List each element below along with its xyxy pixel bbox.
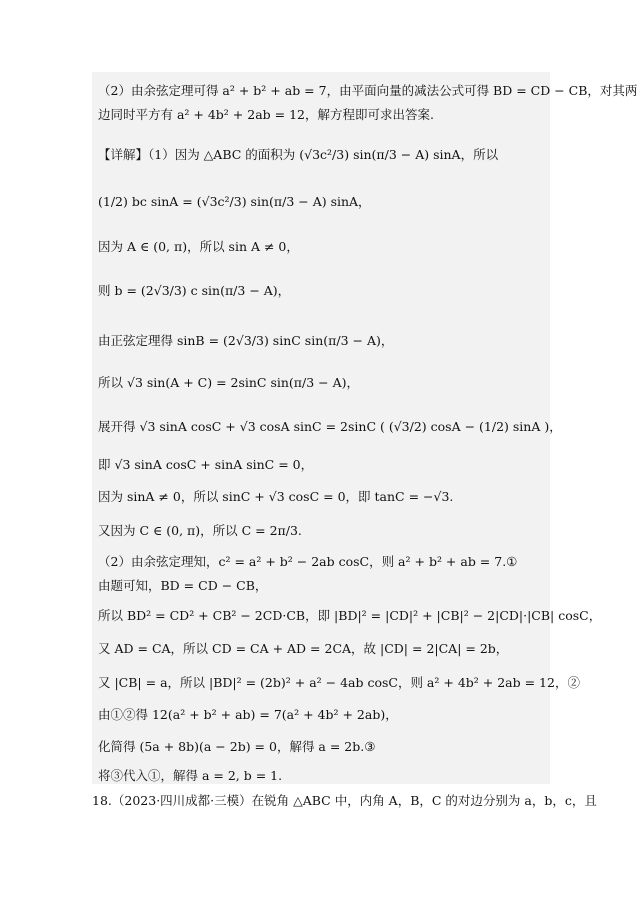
text-line: 因为 A ∈ (0, π)，所以 sin A ≠ 0， <box>98 239 299 254</box>
text-line: 所以 √3 sin(A + C) = 2sinC sin(π/3 − A)， <box>98 375 360 390</box>
text-line: 由正弦定理得 sinB = (2√3/3) sinC sin(π/3 − A)， <box>98 333 394 348</box>
text-line: 又 |CB| = a，所以 |BD|² = (2b)² + a² − 4ab cosC，则 a² + 4b² + 2ab = 12，② <box>98 675 580 690</box>
text-line: （2）由余弦定理可得 a² + b² + ab = 7，由平面向量的减法公式可得 BD = CD − CB，对其两 <box>98 83 638 98</box>
text-line: 【详解】（1）因为 △ABC 的面积为 (√3c²/3) sin(π/3 − A) sinA，所以 <box>98 147 499 162</box>
next-question-header: 18.（2023·四川成都·三模）在锐角 △ABC 中，内角 A，B，C 的对边分别为 a，b，c，且 <box>92 793 597 808</box>
text-line: 将③代入①，解得 a = 2, b = 1. <box>98 768 283 783</box>
text-line: 由题可知，BD = CD − CB， <box>98 578 268 593</box>
text-line: 化简得 (5a + 8b)(a − 2b) = 0，解得 a = 2b.③ <box>98 739 376 754</box>
text-line: 由①②得 12(a² + b² + ab) = 7(a² + 4b² + 2ab)， <box>98 707 398 722</box>
text-line: （2）由余弦定理知，c² = a² + b² − 2ab cosC，则 a² + b² + ab = 7.① <box>98 554 518 569</box>
text-line: (1/2) bc sinA = (√3c²/3) sin(π/3 − A) sinA， <box>98 194 371 209</box>
text-line: 即 √3 sinA cosC + sinA sinC = 0， <box>98 457 314 472</box>
text-line: 因为 sinA ≠ 0，所以 sinC + √3 cosC = 0，即 tanC = −√3. <box>98 489 454 504</box>
text-line: 边同时平方有 a² + 4b² + 2ab = 12，解方程即可求出答案. <box>98 107 434 122</box>
text-line: 又因为 C ∈ (0, π)，所以 C = 2π/3. <box>98 523 302 538</box>
text-line: 所以 BD² = CD² + CB² − 2CD·CB，即 |BD|² = |CD|² + |CB|² − 2|CD|·|CB| cosC， <box>98 608 602 623</box>
text-line: 则 b = (2√3/3) c sin(π/3 − A)， <box>98 283 291 298</box>
text-line: 展开得 √3 sinA cosC + √3 cosA sinC = 2sinC ( (√3/2) cosA − (1/2) sinA )， <box>98 419 562 434</box>
text-line: 又 AD = CA，所以 CD = CA + AD = 2CA，故 |CD| = 2|CA| = 2b， <box>98 641 509 656</box>
